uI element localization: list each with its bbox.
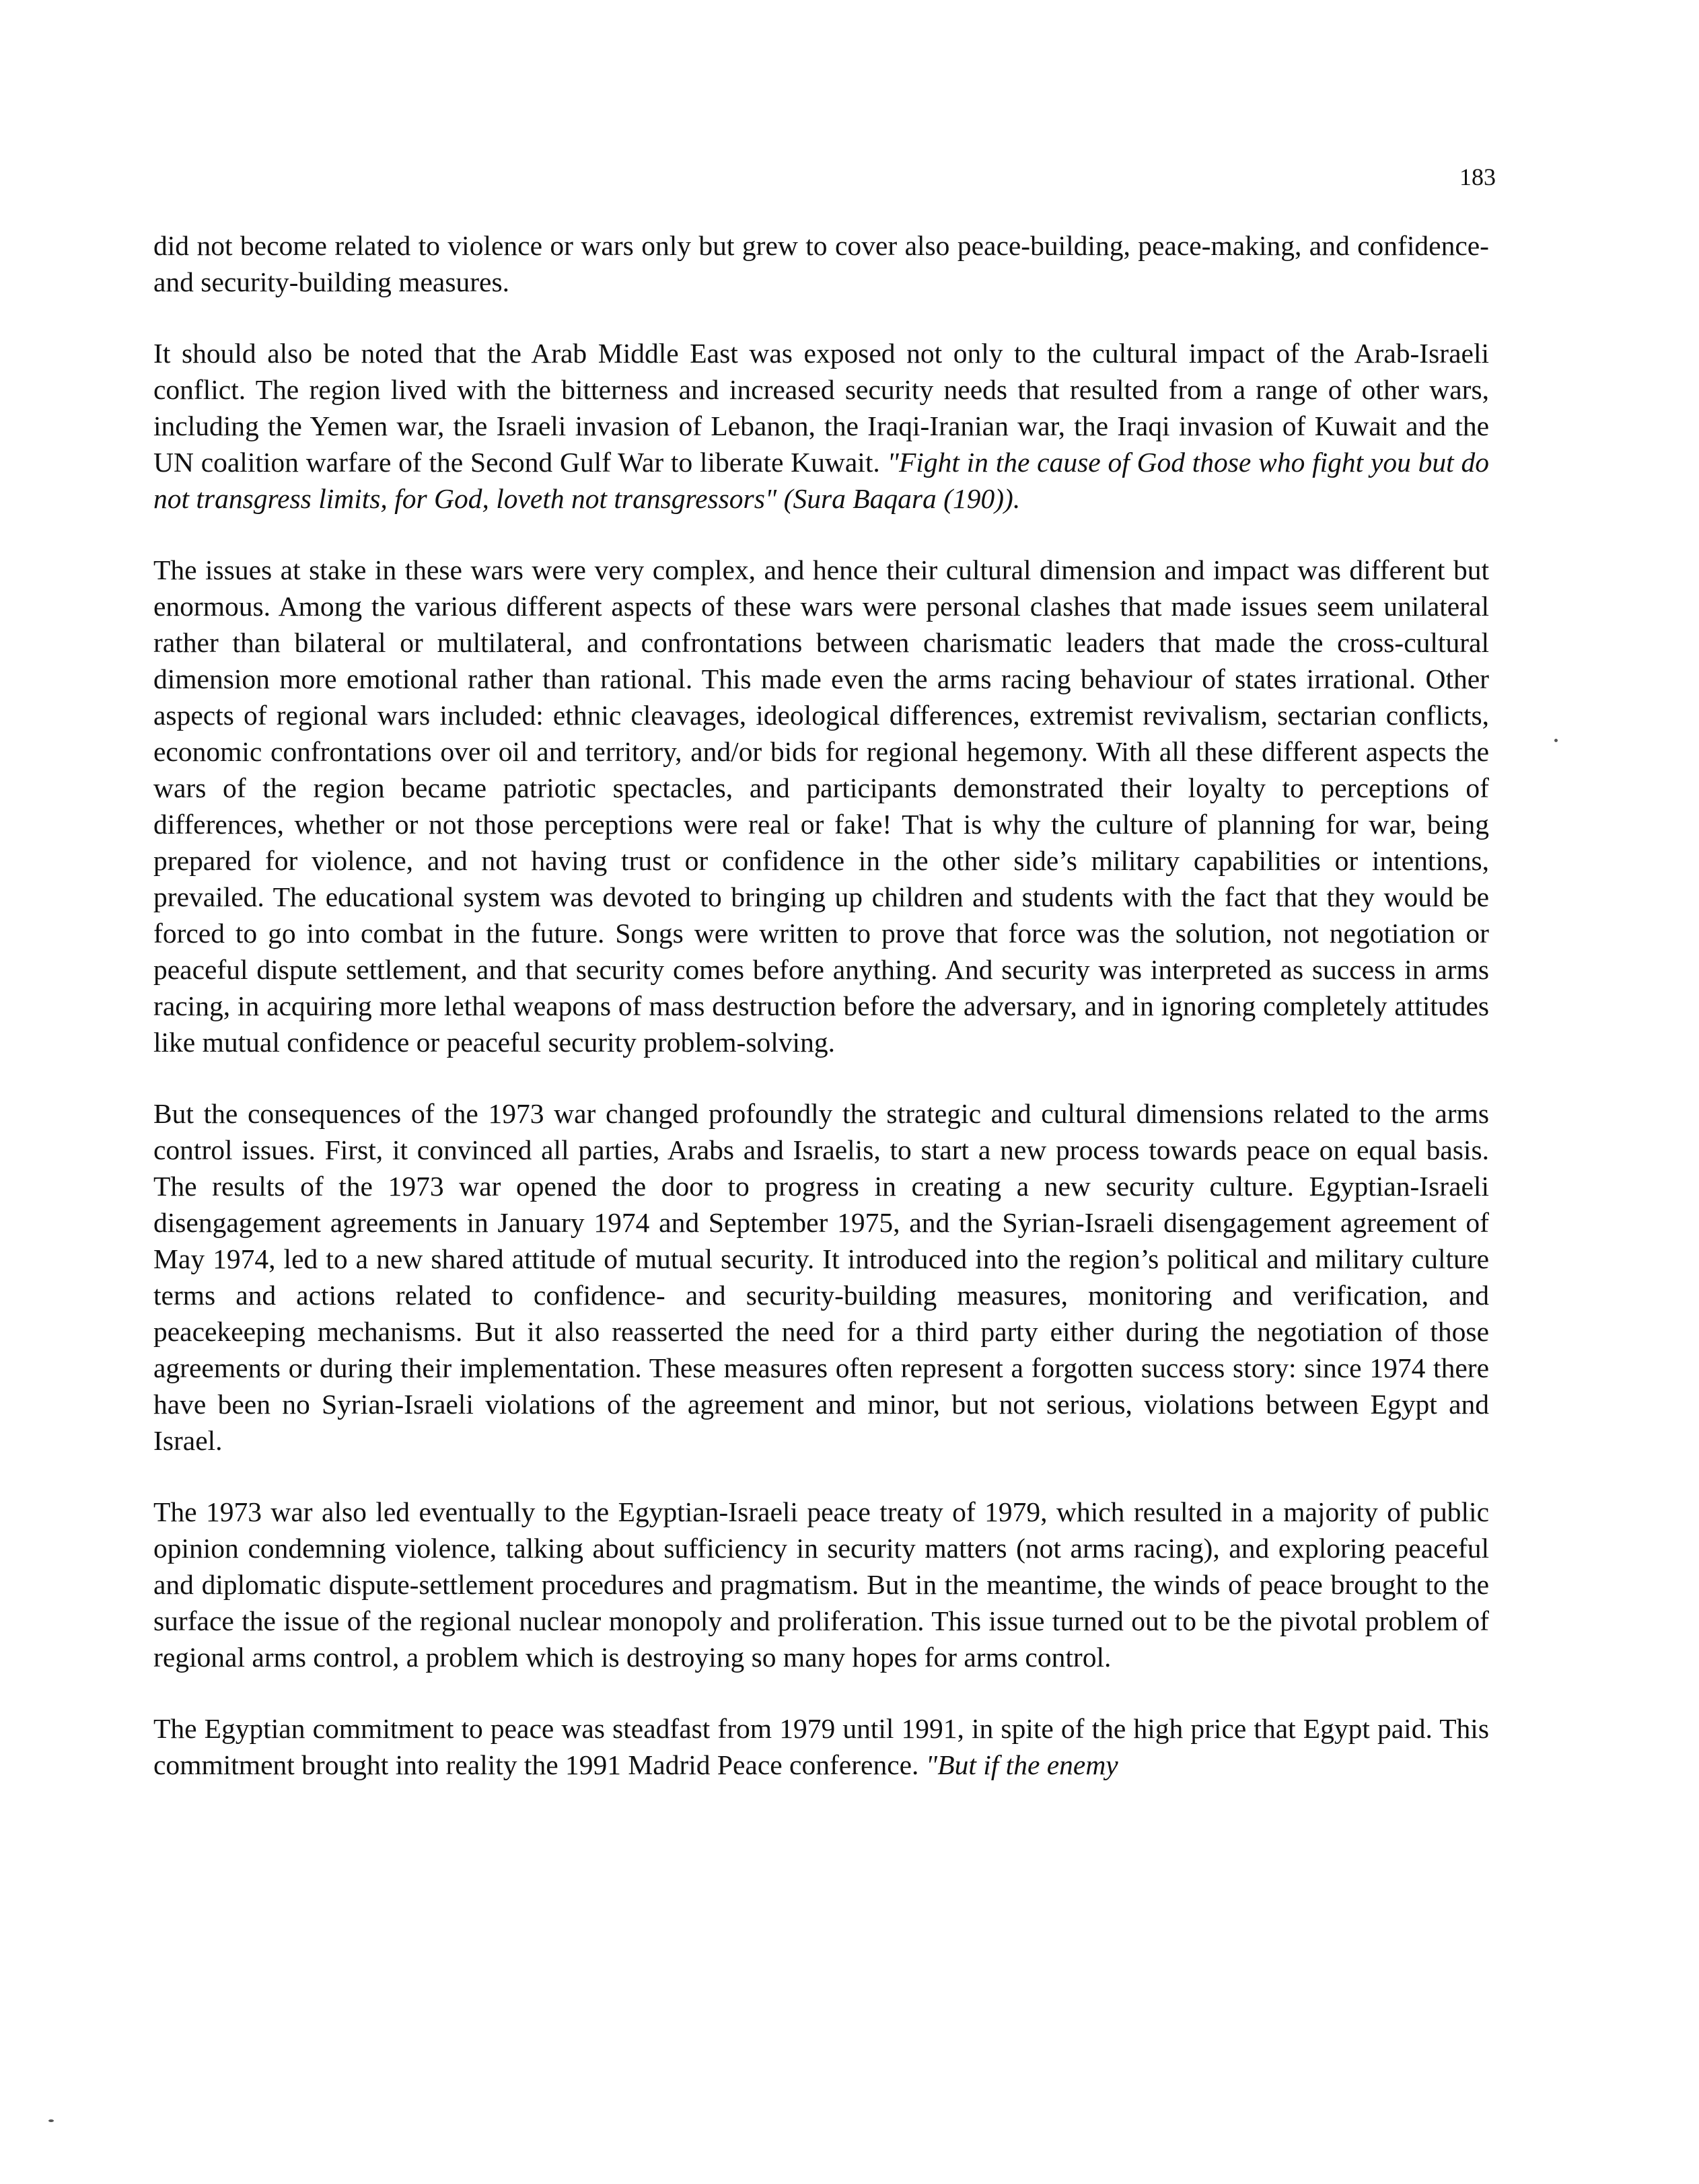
paragraph-2-text: It should also be noted that the Arab Middle East was exposed not only to the cultural impact of the Arab-Israeli conflict. The region lived with the bitterness and increased security needs that resulted from a range of other wars, including the Yemen war, the Israeli invasion of Lebanon, the Iraqi-Iranian war, the Iraqi invasion of Kuwait and the UN coalition warfare of the Second Gulf War to liberate Kuwait. bbox=[153, 338, 1489, 478]
body-text bbox=[153, 227, 1489, 1818]
paragraph-6 bbox=[153, 1710, 1489, 1783]
paragraph-6-text: The Egyptian commitment to peace was steadfast from 1979 until 1991, in spite of the high price that Egypt paid. This commitment brought into reality the 1991 Madrid Peace conference. bbox=[153, 1713, 1489, 1780]
paragraph-4-text: But the consequences of the 1973 war changed profoundly the strategic and cultural dimensions related to the arms control issues. First, it convinced all parties, Arabs and Israelis, to start a new process towards peace on equal basis. The results of the 1973 war opened the door to progress in creating a new security culture. Egyptian-Israeli disengagement agreements in January 1974 and September 1975, and the Syrian-Israeli disengagement agreement of May 1974, led to a new shared attitude of mutual security. It introduced into the region’s political and military culture terms and actions related to confidence- and security-building measures, monitoring and verification, and peacekeeping mechanisms. But it also reasserted the need for a third party either during the negotiation of those agreements or during their implementation. These measures often represent a forgotten success story: since 1974 there have been no Syrian-Israeli violations of the agreement and minor, but not serious, violations between Egypt and Israel. bbox=[153, 1098, 1489, 1456]
paragraph-1 bbox=[153, 227, 1489, 300]
page-number: 183 bbox=[1459, 163, 1496, 190]
paragraph-3 bbox=[153, 552, 1489, 1060]
scan-speck bbox=[1554, 739, 1558, 742]
paragraph-6-quote: "But if the enemy bbox=[925, 1749, 1118, 1780]
paragraph-4 bbox=[153, 1095, 1489, 1459]
paragraph-3-text: The issues at stake in these wars were very complex, and hence their cultural dimension and impact was different but enormous. Among the various different aspects of these wars were personal clashes that made issues seem unilateral rather than bilateral or multilateral, and confrontations between charismatic leaders that made the cross-cultural dimension more emotional rather than rational. This made even the arms racing behaviour of states irrational. Other aspects of regional wars included: ethnic cleavages, ideological differences, extremist revivalism, sectarian conflicts, economic confrontations over oil and territory, and/or bids for regional hegemony. With all these different aspects the wars of the region became patriotic spectacles, and participants demonstrated their loyalty to perceptions of differences, whether or not those perceptions were real or fake! That is why the culture of planning for war, being prepared for violence, and not having trust or confidence in the other side’s military capabilities or intentions, prevailed. The educational system was devoted to bringing up children and students with the fact that they would be forced to go into combat in the future. Songs were written to prove that force was the solution, not negotiation or peaceful dispute settlement, and that security comes before anything. And security was interpreted as success in arms racing, in acquiring more lethal weapons of mass destruction before the adversary, and in ignoring completely attitudes like mutual confidence or peaceful security problem-solving. bbox=[153, 554, 1489, 1058]
paragraph-5 bbox=[153, 1494, 1489, 1675]
paragraph-2-quote: "Fight in the cause of God those who fight you but do not transgress limits, for God, loveth not transgressors" (Sura Baqara (190)). bbox=[153, 447, 1489, 514]
paragraph-5-text: The 1973 war also led eventually to the Egyptian-Israeli peace treaty of 1979, which resulted in a majority of public opinion condemning violence, talking about sufficiency in security matters (not arms racing), and exploring peaceful and diplomatic dispute-settlement procedures and pragmatism. But in the meantime, the winds of peace brought to the surface the issue of the regional nuclear monopoly and proliferation. This issue turned out to be the pivotal problem of regional arms control, a problem which is destroying so many hopes for arms control. bbox=[153, 1496, 1489, 1673]
paragraph-1-text: did not become related to violence or wars only but grew to cover also peace-building, peace-making, and confidence- and security-building measures. bbox=[153, 230, 1489, 297]
paragraph-2 bbox=[153, 335, 1489, 517]
scan-speck bbox=[48, 2119, 54, 2122]
